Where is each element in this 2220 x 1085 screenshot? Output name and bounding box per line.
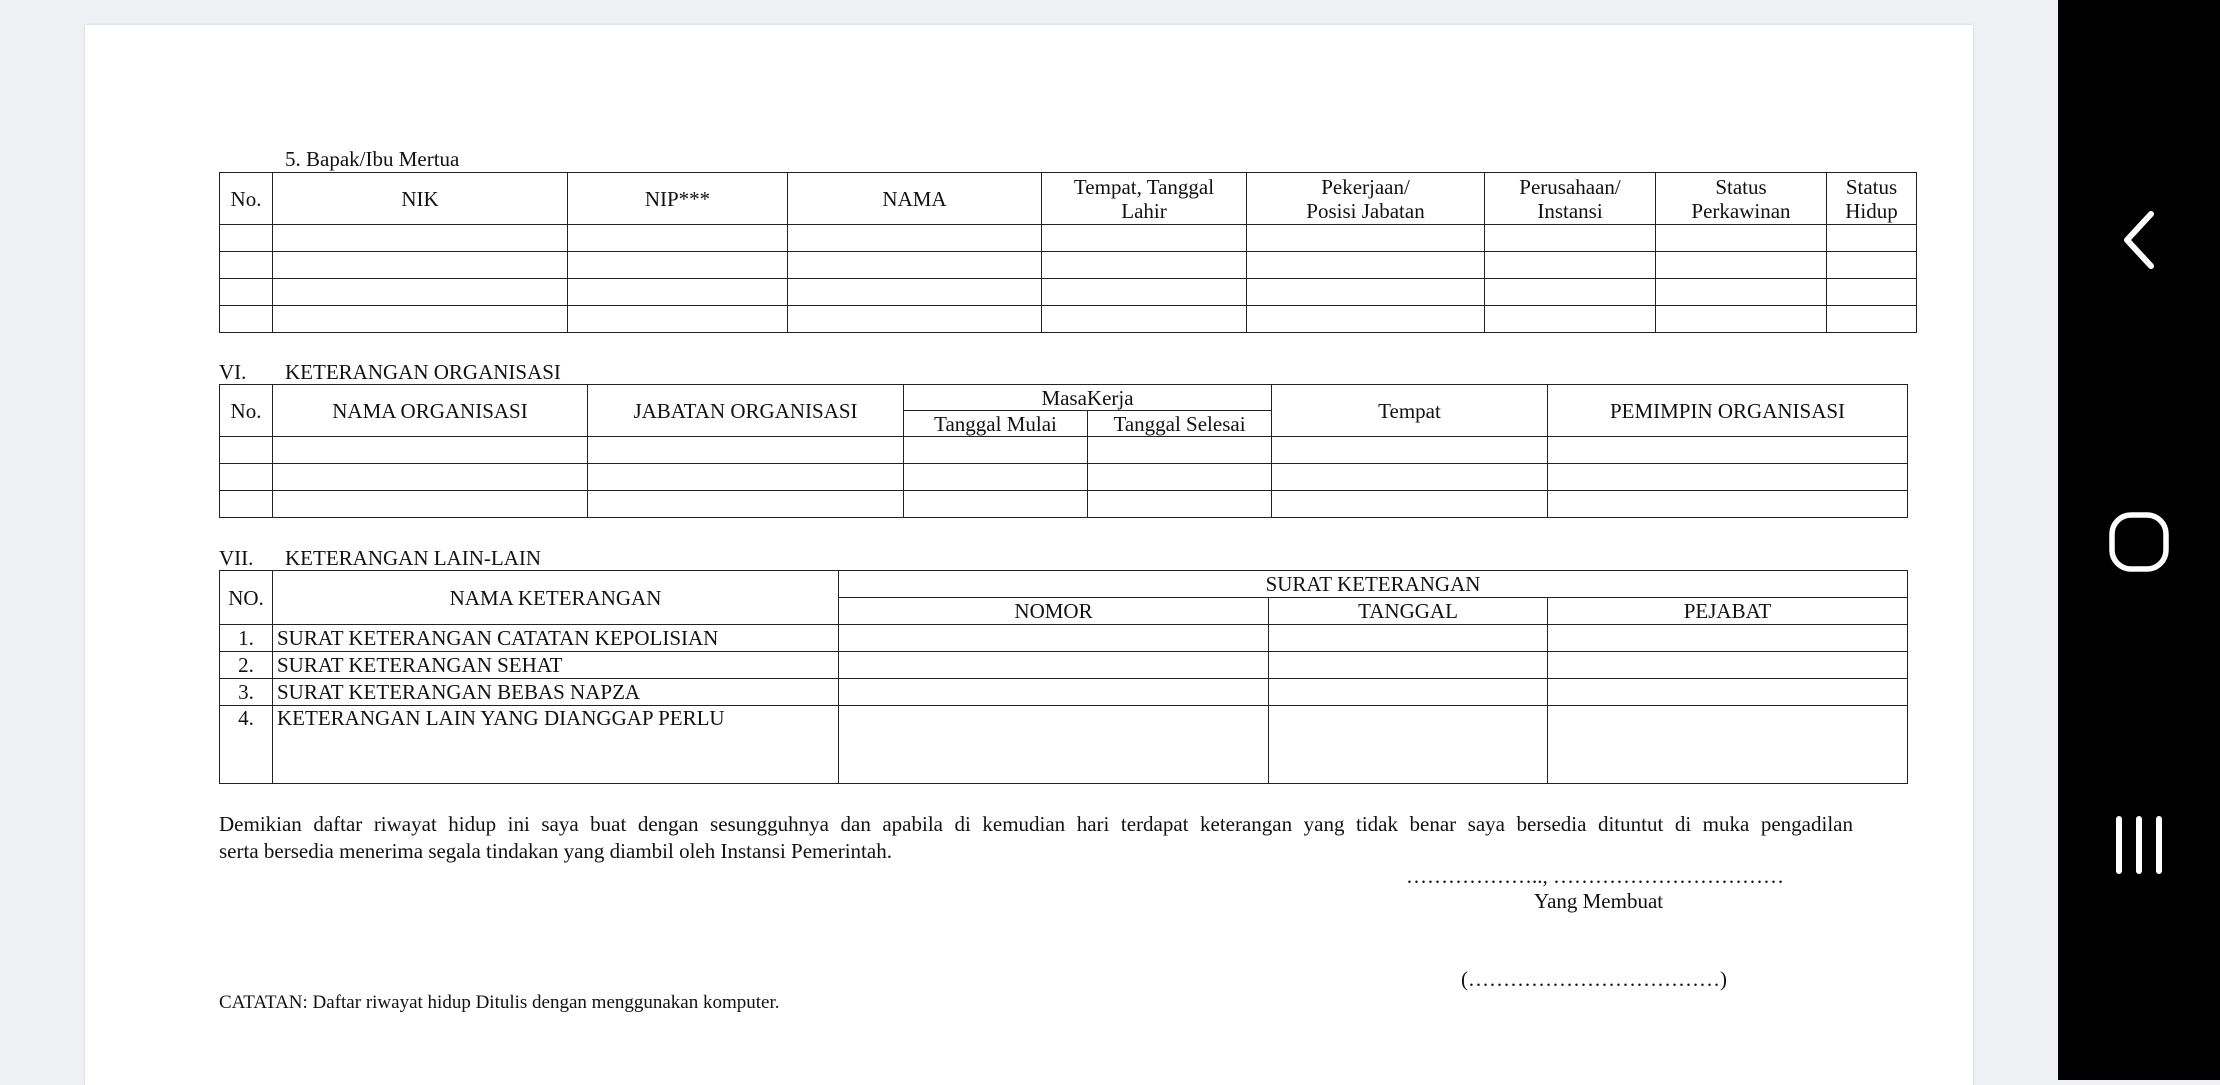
header-nip: NIP*** [568, 173, 788, 225]
table-row [220, 279, 1917, 306]
row-label: KETERANGAN LAIN YANG DIANGGAP PERLU [273, 706, 839, 784]
table-row [220, 306, 1917, 333]
header-tempat-tanggal-lahir: Tempat, Tanggal Lahir [1042, 173, 1247, 225]
rounded-square-icon [2107, 510, 2171, 574]
back-button[interactable] [2058, 200, 2220, 280]
header-pemimpin-organisasi: PEMIMPIN ORGANISASI [1548, 385, 1908, 437]
section6-heading [219, 360, 561, 384]
table-row [220, 225, 1917, 252]
header-perusahaan: Perusahaan/ Instansi [1485, 173, 1656, 225]
recents-button[interactable] [2058, 805, 2220, 885]
header-status-perkawinan: Status Perkawinan [1656, 173, 1827, 225]
table-row [220, 464, 1908, 491]
section6-number: VI. [219, 360, 247, 384]
section5-title: 5. Bapak/Ibu Mertua [285, 147, 460, 171]
header-no: No. [220, 385, 273, 437]
header-nomor: NOMOR [839, 598, 1269, 625]
header-nama-keterangan: NAMA KETERANGAN [273, 571, 839, 625]
section7-number: VII. [219, 546, 254, 570]
table-row [220, 652, 1908, 679]
table-row [220, 679, 1908, 706]
declaration-line-1: Demikian daftar riwayat hidup ini saya buat dengan sesungguhnya dan apabila di kemudian hari terdapat keterangan yang tidak benar saya bersedia dituntut di muka pengadilan [219, 812, 1853, 836]
chevron-left-icon [2117, 208, 2161, 272]
header-tanggal: TANGGAL [1269, 598, 1548, 625]
signature-place-date: ……………….., …………………………… [1406, 864, 1784, 888]
section6-title: KETERANGAN ORGANISASI [285, 360, 561, 384]
section7-heading [219, 546, 542, 570]
table-keterangan-lain-lain [219, 570, 1908, 784]
signature-name-placeholder: (………………………………) [1461, 967, 1727, 991]
table-row [220, 491, 1908, 518]
table-bapak-ibu-mertua [219, 172, 1917, 333]
header-nik: NIK [273, 173, 568, 225]
table-row [220, 706, 1908, 784]
table-row [220, 252, 1917, 279]
table-keterangan-organisasi [219, 384, 1908, 518]
android-navigation-bar [2058, 0, 2220, 1080]
row-label: SURAT KETERANGAN SEHAT [273, 652, 839, 679]
header-pekerjaan: Pekerjaan/ Posisi Jabatan [1247, 173, 1485, 225]
declaration-line-2: serta bersedia menerima segala tindakan yang diambil oleh Instansi Pemerintah. [219, 839, 892, 863]
header-tanggal-selesai: Tanggal Selesai [1088, 411, 1272, 437]
header-no: NO. [220, 571, 273, 625]
header-nama: NAMA [788, 173, 1042, 225]
header-pejabat: PEJABAT [1548, 598, 1908, 625]
header-status-hidup: Status Hidup [1827, 173, 1917, 225]
row-number: 1. [220, 625, 273, 652]
three-bars-icon [2111, 815, 2167, 875]
header-surat-keterangan: SURAT KETERANGAN [839, 571, 1908, 598]
header-tanggal-mulai: Tanggal Mulai [904, 411, 1088, 437]
header-tempat: Tempat [1272, 385, 1548, 437]
row-number: 2. [220, 652, 273, 679]
table-row [220, 625, 1908, 652]
declaration-text [219, 811, 1853, 865]
section7-title: KETERANGAN LAIN-LAIN [285, 546, 542, 570]
header-no: No. [220, 173, 273, 225]
header-nama-organisasi: NAMA ORGANISASI [273, 385, 588, 437]
header-jabatan-organisasi: JABATAN ORGANISASI [588, 385, 904, 437]
row-number: 4. [220, 706, 273, 784]
table-row [220, 437, 1908, 464]
signature-made-by: Yang Membuat [1534, 889, 1664, 913]
row-number: 3. [220, 679, 273, 706]
note-text: CATATAN: Daftar riwayat hidup Ditulis dengan menggunakan komputer. [219, 992, 780, 1013]
row-label: SURAT KETERANGAN CATATAN KEPOLISIAN [273, 625, 839, 652]
home-button[interactable] [2058, 500, 2220, 584]
row-label: SURAT KETERANGAN BEBAS NAPZA [273, 679, 839, 706]
header-masa-kerja: MasaKerja [904, 385, 1272, 411]
